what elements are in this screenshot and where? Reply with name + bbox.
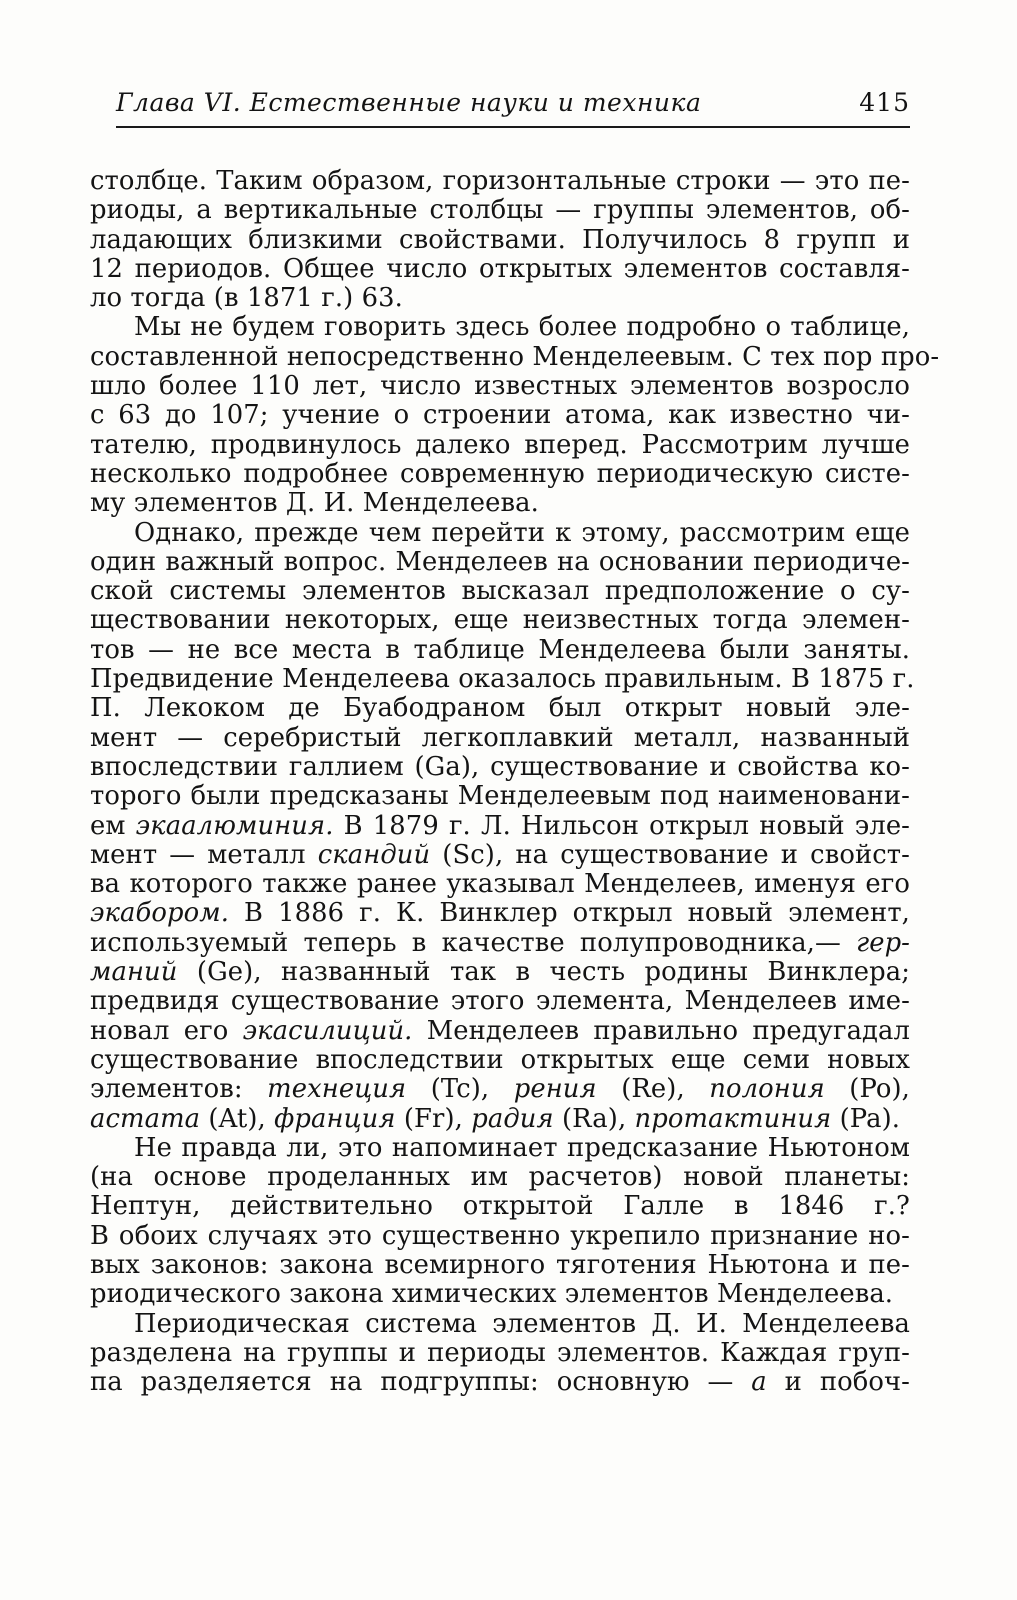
text-run: столбце. Таким образом, горизонтальные строки — это пе- — [90, 166, 910, 196]
text-run: В 1886 г. К. Винклер открыл новый элемент, — [229, 898, 910, 929]
paragraph — [90, 167, 910, 313]
text-run: ем — [90, 810, 136, 841]
text-line — [90, 1310, 910, 1339]
text-line — [90, 313, 910, 342]
chapter-title: Глава VI. Естественные науки и техника — [116, 88, 702, 117]
italic-term: протактиния — [634, 1103, 832, 1134]
text-run: му элементов Д. И. Менделеева. — [90, 488, 539, 519]
header-rule — [116, 126, 910, 128]
text-run: Менделеев правильно предугадал — [412, 1015, 910, 1046]
text-run: с 63 до 107; учение о строении атома, как известно чи- — [90, 400, 910, 431]
text-run: ло тогда (в 1871 г.) 63. — [90, 283, 403, 314]
text-line — [90, 548, 910, 577]
italic-term: скандий — [317, 839, 431, 870]
text-run: (Tc), — [406, 1074, 514, 1105]
italic-term: экаалюминия. — [135, 810, 334, 841]
text-run: В обоих случаях это существенно укрепило признание но- — [90, 1220, 910, 1251]
text-line — [90, 812, 910, 841]
text-line — [90, 606, 910, 635]
text-line — [90, 431, 910, 460]
text-line — [90, 577, 910, 606]
text-run: составленной непосредственно Менделеевым. С тех пор про- — [90, 341, 940, 372]
text-run: (Ge), названный так в честь родины Винклера; — [177, 957, 910, 988]
text-run: Однако, прежде чем перейти к этому, рассмотрим еще — [134, 517, 910, 548]
paragraph — [90, 1134, 910, 1310]
page-number: 415 — [859, 88, 910, 117]
text-run: используемый теперь в качестве полупроводника,— — [90, 927, 857, 958]
italic-term: рения — [513, 1074, 597, 1105]
text-line — [90, 958, 910, 987]
paragraph — [90, 1310, 910, 1398]
text-line — [90, 255, 910, 284]
text-line — [90, 841, 910, 870]
text-line — [90, 1134, 910, 1163]
italic-term: экабором. — [90, 898, 230, 929]
text-line — [90, 341, 940, 372]
text-run: (Po), — [824, 1074, 910, 1105]
body-text — [90, 166, 940, 1398]
text-run: существование впоследствии открытых еще семи новых — [90, 1044, 910, 1075]
text-run: ществовании некоторых, еще неизвестных тогда элемен- — [90, 605, 910, 636]
text-run: мент — серебристый легкоплавкий металл, названный — [90, 722, 910, 753]
text-run: несколько подробнее современную периодическую систе- — [90, 458, 910, 489]
text-line — [90, 1222, 910, 1251]
text-run: (Ra), — [553, 1103, 635, 1134]
text-run: один важный вопрос. Менделеев на основании периодиче- — [90, 546, 910, 577]
text-line — [90, 372, 910, 401]
text-line — [90, 284, 910, 313]
text-run: (At), — [200, 1103, 275, 1134]
text-run: тателю, продвинулось далеко вперед. Рассмотрим лучше — [90, 429, 910, 460]
text-run: (Pa). — [831, 1103, 901, 1134]
text-run: ва которого также ранее указывал Менделеев, именуя его — [90, 869, 910, 900]
text-line — [90, 987, 910, 1016]
text-run: В 1879 г. Л. Нильсон открыл новый эле- — [333, 810, 910, 841]
text-run: разделена на группы и периоды элементов. Каждая груп- — [90, 1337, 910, 1368]
text-run: ской системы элементов высказал предположение о су- — [90, 576, 910, 607]
text-run: Предвидение Менделеева оказалось правильным. В 1875 г. — [90, 664, 915, 695]
text-line — [90, 1105, 910, 1134]
text-run: впоследствии галлием (Ga), существование и свойства ко- — [90, 751, 910, 782]
text-line — [90, 167, 910, 196]
text-run: предвидя существование этого элемента, Менделеев име- — [90, 986, 910, 1017]
paragraph — [90, 517, 915, 1134]
text-line — [90, 1339, 910, 1368]
italic-term: франция — [274, 1103, 396, 1134]
text-run: Нептун, действительно открытой Галле в 1846 г.? — [90, 1191, 910, 1222]
text-run: (Sc), на существование и свойст- — [430, 839, 910, 870]
text-line — [90, 1017, 910, 1046]
text-run: новал его — [90, 1015, 243, 1046]
text-run: (Fr), — [395, 1103, 472, 1134]
text-line — [90, 460, 910, 489]
text-line — [90, 1368, 910, 1397]
italic-term: a — [751, 1367, 767, 1398]
text-line — [90, 1280, 910, 1309]
text-line — [90, 753, 910, 782]
italic-term: экасилиций. — [242, 1015, 413, 1046]
text-run: элементов: — [90, 1074, 268, 1105]
text-run: мент — металл — [90, 839, 318, 870]
text-line — [90, 782, 910, 811]
text-line — [90, 401, 910, 430]
text-line — [90, 1163, 910, 1192]
paragraph — [90, 312, 940, 519]
italic-term: маний — [90, 957, 178, 988]
italic-term: радия — [471, 1103, 554, 1134]
text-line — [90, 1046, 910, 1075]
text-run: 12 периодов. Общее число открытых элементов составля- — [90, 253, 910, 284]
text-run: ладающих близкими свойствами. Получилось 8 групп и — [90, 224, 910, 255]
text-line — [90, 724, 910, 753]
text-line — [90, 636, 910, 665]
text-run: (на основе проделанных им расчетов) новой планеты: — [90, 1162, 910, 1193]
text-line — [90, 1075, 910, 1104]
running-head — [116, 86, 910, 120]
text-run: Периодическая система элементов Д. И. Менделеева — [134, 1308, 910, 1339]
text-line — [90, 1192, 910, 1221]
text-run: риоды, а вертикальные столбцы — группы элементов, об- — [90, 195, 910, 226]
text-line — [90, 694, 910, 723]
text-line — [90, 929, 910, 958]
text-run: тов — не все места в таблице Менделеева были заняты. — [90, 634, 910, 665]
text-line — [90, 870, 910, 899]
text-run: риодического закона химических элементов Менделеева. — [90, 1279, 894, 1310]
text-run: торого были предсказаны Менделеевым под наименовани- — [90, 781, 910, 812]
italic-term: технеция — [267, 1074, 407, 1105]
text-run: и побоч- — [766, 1367, 910, 1398]
text-run: шло более 110 лет, число известных элементов возросло — [90, 371, 910, 402]
text-line — [90, 1251, 910, 1280]
text-line — [90, 196, 910, 225]
text-run: П. Лекоком де Буабодраном был открыт новый эле- — [90, 693, 910, 724]
text-run: (Re), — [596, 1074, 710, 1105]
text-line — [90, 519, 910, 548]
text-run: Не правда ли, это напоминает предсказание Ньютоном — [134, 1132, 910, 1163]
text-line — [90, 226, 910, 255]
text-run: вых законов: закона всемирного тяготения Ньютона и пе- — [90, 1249, 910, 1280]
text-line — [90, 664, 915, 695]
italic-term: астата — [90, 1103, 201, 1134]
text-line — [90, 899, 910, 928]
text-run: Мы не будем говорить здесь более подробно о таблице, — [134, 312, 910, 343]
italic-term: полония — [709, 1074, 825, 1105]
text-line — [90, 489, 910, 518]
text-run: па разделяется на подгруппы: основную — — [90, 1367, 752, 1398]
italic-term: гер- — [856, 927, 910, 958]
